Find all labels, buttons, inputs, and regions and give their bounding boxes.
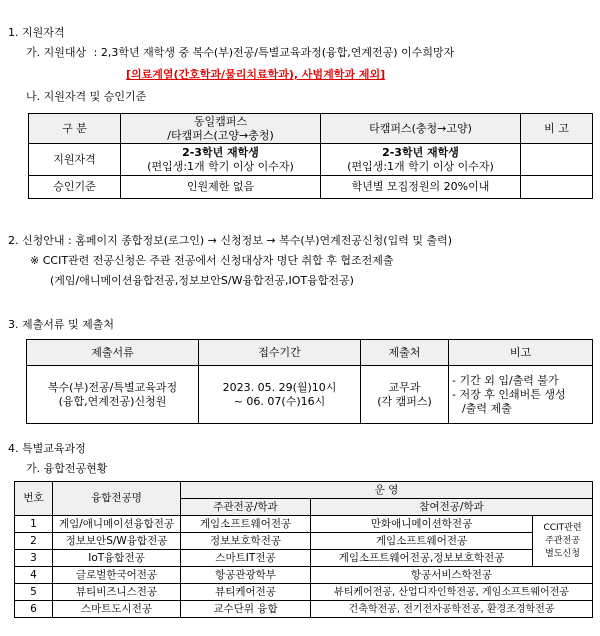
cell-number: 4: [15, 567, 53, 584]
cell-participating-dept: 건축학전공, 전기전자공학전공, 환경조경학전공: [311, 601, 593, 618]
side-note-line: 별도신청: [545, 548, 580, 559]
cell-line: 2-3학년 재학생: [382, 145, 459, 159]
cell-main-dept: 교수단위 융합: [181, 601, 311, 618]
target-text: : 2,3학년 재학생 중 복수(부)전공/특별교육과정(융합,연계전공) 이수희망자: [93, 46, 455, 59]
table-row: [15, 550, 593, 567]
cell-number: 3: [15, 550, 53, 567]
col-header-category: 구 분: [29, 114, 121, 144]
col-header-office: 제출처: [361, 340, 449, 366]
convergence-majors-table: [14, 481, 593, 618]
target-label: 가. 지원대상: [26, 46, 87, 59]
cell-major-name: 스마트도시전공: [53, 601, 181, 618]
table-row: [29, 144, 593, 176]
header-line: /타캠퍼스(고양→충청): [167, 128, 274, 142]
cell-line: /출력 제출: [462, 401, 512, 415]
section-1-target: [26, 44, 454, 60]
cell-documents: [27, 366, 199, 424]
table-row: [27, 366, 593, 424]
cell: [321, 144, 521, 176]
col-header-major-name: 융합전공명: [53, 482, 181, 516]
eligibility-table: [28, 113, 593, 199]
col-header-remarks: 비고: [449, 340, 593, 366]
col-header-main-dept: 주관전공/학과: [181, 499, 311, 516]
cell-major-name: 글로벌한국어전공: [53, 567, 181, 584]
cell-participating-dept: 뷰티케어전공, 산업디자인학전공, 게임소프트웨어전공: [311, 584, 593, 601]
col-header-operation: 운 영: [181, 482, 593, 499]
col-header-same-campus: [121, 114, 321, 144]
table-header-row: [15, 482, 593, 499]
header-line: 동일캠퍼스: [193, 114, 248, 128]
row-label: 지원자격: [29, 144, 121, 176]
cell-major-name: 뷰티비즈니스전공: [53, 584, 181, 601]
cell-remarks: [449, 366, 593, 424]
cell-line: 복수(부)전공/특별교육과정: [47, 380, 178, 394]
exclusion-note: [의료계열(간호학과/물리치료학과), 사범계학과 제외]: [126, 68, 386, 81]
table-row: [15, 584, 593, 601]
cell-main-dept: 정보보호학전공: [181, 533, 311, 550]
cell-major-name: 게임/애니메이션융합전공: [53, 516, 181, 533]
table-row: [15, 533, 593, 550]
col-header-documents: 제출서류: [27, 340, 199, 366]
cell: 학년별 모집정원의 20%이내: [321, 176, 521, 199]
col-header-remarks: 비 고: [521, 114, 593, 144]
cell-line: (융합,연계전공)신청원: [58, 394, 167, 408]
col-header-participating-dept: 참여전공/학과: [311, 499, 593, 516]
cell-line: 2023. 05. 29(월)10시: [222, 380, 337, 394]
cell-office: [361, 366, 449, 424]
ccit-note: ※ CCIT관련 전공신청은 주관 전공에서 신청대상자 명단 취합 후 협조전제출: [30, 254, 394, 267]
table-header-row: [29, 114, 593, 144]
cell-number: 2: [15, 533, 53, 550]
cell-line: - 저장 후 인쇄버튼 생성: [452, 387, 566, 401]
cell: [121, 144, 321, 176]
ccit-side-note: [533, 516, 593, 567]
section-1-heading: 1. 지원자격: [8, 26, 65, 39]
side-note-line: CCIT관련: [543, 522, 582, 533]
cell-line: 2-3학년 재학생: [182, 145, 259, 159]
section-4-heading: 4. 특별교육과정: [8, 442, 86, 455]
section-1-criteria-label: 나. 지원자격 및 승인기준: [26, 90, 147, 103]
cell-main-dept: 뷰티케어전공: [181, 584, 311, 601]
cell-line: 교무과: [388, 380, 421, 394]
cell-main-dept: 스마트IT전공: [181, 550, 311, 567]
cell-participating-dept: 게임소프트웨어전공,정보보호학전공: [311, 550, 533, 567]
section-3-heading: 3. 제출서류 및 제출처: [8, 318, 114, 331]
section-4-subheading: 가. 융합전공현황: [26, 462, 108, 475]
cell-period: [199, 366, 361, 424]
cell-line: - 기간 외 입/출력 불가: [452, 373, 559, 387]
table-header-row: [27, 340, 593, 366]
cell-participating-dept: 항공서비스학전공: [311, 567, 593, 584]
col-header-other-campus: 타캠퍼스(충청→고양): [321, 114, 521, 144]
table-row: [15, 516, 593, 533]
table-row: [15, 567, 593, 584]
section-2-heading: 2. 신청안내 : 홈페이지 종합정보(로그인) → 신청정보 → 복수(부)연계전공신청(입력 및 출력): [8, 234, 453, 247]
cell: 인원제한 없음: [121, 176, 321, 199]
cell-main-dept: 게임소프트웨어전공: [181, 516, 311, 533]
cell-line: ~ 06. 07(수)16시: [233, 394, 326, 408]
cell-main-dept: 항공관광학부: [181, 567, 311, 584]
cell-major-name: IoT융합전공: [53, 550, 181, 567]
cell: [521, 144, 593, 176]
submission-table: [26, 339, 593, 424]
col-header-period: 접수기간: [199, 340, 361, 366]
cell-number: 1: [15, 516, 53, 533]
ccit-note-majors: (게임/애니메이션융합전공,정보보안S/W융합전공,IOT융합전공): [50, 274, 354, 287]
col-header-number: 번호: [15, 482, 53, 516]
cell-number: 5: [15, 584, 53, 601]
cell-line: (각 캠퍼스): [377, 394, 432, 408]
cell-participating-dept: 게임소프트웨어전공: [311, 533, 533, 550]
row-label: 승인기준: [29, 176, 121, 199]
cell: [521, 176, 593, 199]
cell-major-name: 정보보안S/W융합전공: [53, 533, 181, 550]
side-note-line: 주관전공: [545, 535, 580, 546]
table-row: [15, 601, 593, 618]
table-row: [29, 176, 593, 199]
cell-participating-dept: 만화애니메이션학전공: [311, 516, 533, 533]
cell-line: (편입생:1개 학기 이상 이수자): [347, 159, 494, 173]
cell-line: (편입생:1개 학기 이상 이수자): [147, 159, 294, 173]
cell-number: 6: [15, 601, 53, 618]
